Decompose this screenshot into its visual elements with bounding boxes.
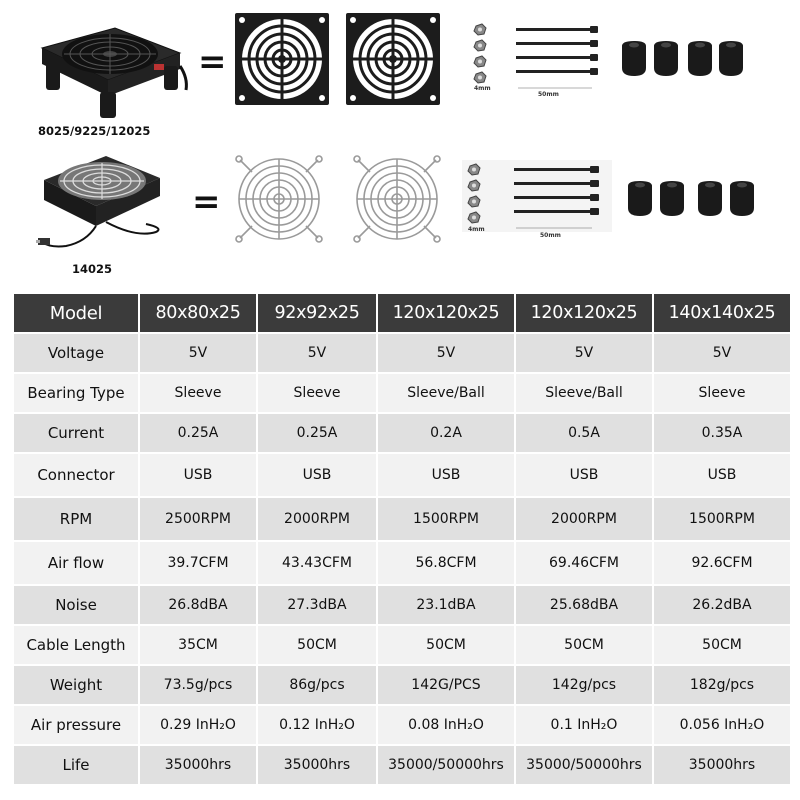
header-size-80: 80x80x25 <box>139 293 257 333</box>
row-label: Weight <box>13 665 139 705</box>
table-row <box>13 453 791 497</box>
row-label: Voltage <box>13 333 139 373</box>
table-cell: 0.29 InH₂O <box>139 705 257 745</box>
table-cell: 0.08 InH₂O <box>377 705 515 745</box>
table-cell: 27.3dBA <box>257 585 377 625</box>
rubber-feet-icon <box>618 38 748 80</box>
row2-caption: 14025 <box>72 262 113 276</box>
fan-with-chrome-grill-icon <box>36 150 166 260</box>
table-cell: 50CM <box>653 625 791 665</box>
table-row <box>13 705 791 745</box>
table-cell: USB <box>515 453 653 497</box>
table-cell: Sleeve <box>139 373 257 413</box>
table-cell: 35CM <box>139 625 257 665</box>
table-cell: 0.25A <box>257 413 377 453</box>
screw-size-label: 4mm <box>468 226 485 233</box>
table-row <box>13 497 791 541</box>
table-cell: 0.2A <box>377 413 515 453</box>
table-cell: 56.8CFM <box>377 541 515 585</box>
table-cell: USB <box>653 453 791 497</box>
table-row <box>13 745 791 785</box>
row-label: Life <box>13 745 139 785</box>
table-cell: 2000RPM <box>515 497 653 541</box>
row1-equals-sign: = <box>198 42 227 82</box>
table-cell: 0.25A <box>139 413 257 453</box>
row-label: Air pressure <box>13 705 139 745</box>
row-label: Connector <box>13 453 139 497</box>
black-plastic-grill-icon <box>234 12 330 106</box>
table-cell: 5V <box>653 333 791 373</box>
row-label: Noise <box>13 585 139 625</box>
table-cell: 5V <box>515 333 653 373</box>
rubber-feet-icon <box>624 178 760 220</box>
fan-with-feet-icon <box>30 18 190 124</box>
table-row <box>13 665 791 705</box>
table-cell: Sleeve <box>653 373 791 413</box>
table-row <box>13 413 791 453</box>
table-cell: 23.1dBA <box>377 585 515 625</box>
header-size-140: 140x140x25 <box>653 293 791 333</box>
table-cell: 26.8dBA <box>139 585 257 625</box>
table-row <box>13 333 791 373</box>
row-label: Bearing Type <box>13 373 139 413</box>
table-cell: 50CM <box>515 625 653 665</box>
long-screws-icon <box>468 22 608 94</box>
table-cell: 0.5A <box>515 413 653 453</box>
row1-caption: 8025/9225/12025 <box>38 124 151 138</box>
table-cell: 50CM <box>257 625 377 665</box>
table-cell: USB <box>377 453 515 497</box>
table-cell: 5V <box>377 333 515 373</box>
table-cell: 39.7CFM <box>139 541 257 585</box>
screw-length-label: 50mm <box>540 232 561 239</box>
header-size-92: 92x92x25 <box>257 293 377 333</box>
row-label: Cable Length <box>13 625 139 665</box>
table-cell: 142G/PCS <box>377 665 515 705</box>
table-row <box>13 625 791 665</box>
table-header-row <box>13 293 791 333</box>
table-cell: 142g/pcs <box>515 665 653 705</box>
table-cell: 69.46CFM <box>515 541 653 585</box>
header-model: Model <box>13 293 139 333</box>
row2-equals-sign: = <box>192 182 221 222</box>
row-label: Current <box>13 413 139 453</box>
chrome-wire-grill-icon <box>234 154 324 244</box>
table-row <box>13 541 791 585</box>
table-cell: 1500RPM <box>377 497 515 541</box>
table-cell: USB <box>139 453 257 497</box>
table-cell: 92.6CFM <box>653 541 791 585</box>
black-plastic-grill-icon <box>345 12 441 106</box>
header-size-120: 120x120x25 <box>377 293 515 333</box>
table-cell: 0.056 InH₂O <box>653 705 791 745</box>
table-cell: 5V <box>139 333 257 373</box>
long-screws-icon <box>462 160 612 232</box>
spec-table <box>12 292 792 786</box>
table-cell: 1500RPM <box>653 497 791 541</box>
table-cell: 35000/50000hrs <box>377 745 515 785</box>
table-cell: 0.12 InH₂O <box>257 705 377 745</box>
table-cell: 50CM <box>377 625 515 665</box>
header-size-120b: 120x120x25 <box>515 293 653 333</box>
row-label: Air flow <box>13 541 139 585</box>
table-cell: Sleeve <box>257 373 377 413</box>
table-cell: Sleeve/Ball <box>515 373 653 413</box>
table-cell: 43.43CFM <box>257 541 377 585</box>
table-cell: USB <box>257 453 377 497</box>
table-cell: 5V <box>257 333 377 373</box>
table-cell: Sleeve/Ball <box>377 373 515 413</box>
table-row <box>13 373 791 413</box>
table-row <box>13 585 791 625</box>
table-cell: 182g/pcs <box>653 665 791 705</box>
table-cell: 2000RPM <box>257 497 377 541</box>
table-cell: 73.5g/pcs <box>139 665 257 705</box>
table-cell: 2500RPM <box>139 497 257 541</box>
table-cell: 26.2dBA <box>653 585 791 625</box>
table-cell: 35000/50000hrs <box>515 745 653 785</box>
table-cell: 35000hrs <box>139 745 257 785</box>
table-cell: 35000hrs <box>653 745 791 785</box>
table-cell: 0.1 InH₂O <box>515 705 653 745</box>
table-cell: 25.68dBA <box>515 585 653 625</box>
table-cell: 0.35A <box>653 413 791 453</box>
screw-length-label: 50mm <box>538 91 559 98</box>
table-cell: 35000hrs <box>257 745 377 785</box>
row-label: RPM <box>13 497 139 541</box>
chrome-wire-grill-icon <box>352 154 442 244</box>
table-cell: 86g/pcs <box>257 665 377 705</box>
screw-size-label: 4mm <box>474 85 491 92</box>
